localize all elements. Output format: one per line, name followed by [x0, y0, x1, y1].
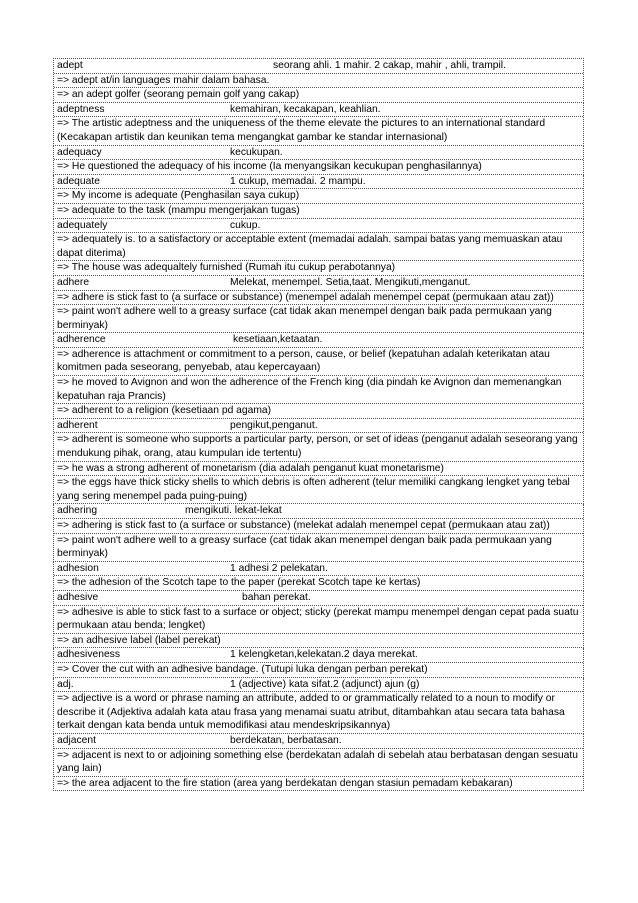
entry-definition: cukup.	[230, 219, 261, 231]
dictionary-entry	[53, 678, 584, 734]
entry-header-row	[54, 678, 583, 693]
entry-example: => an adhesive label (label perekat)	[57, 634, 221, 646]
entry-example: => adequate to the task (mampu mengerjakan tugas)	[57, 204, 300, 216]
entry-header-row	[54, 562, 583, 577]
dictionary-entry	[53, 58, 584, 103]
entry-headword: adhesion	[57, 562, 99, 574]
entry-headword: adhering	[57, 505, 98, 517]
entry-example: => adherent is someone who supports a particular party, person, or set of ideas (penganut adalah seseorang yang mendukung pihak, orang, atau kumpulan ide tertentu)	[54, 433, 583, 461]
entry-headword: adequacy	[57, 146, 102, 158]
entry-headword: adherent	[57, 419, 98, 431]
entry-headword: adeptness	[57, 103, 105, 115]
dictionary-entry	[53, 276, 584, 333]
entry-definition: mengikuti. lekat-lekat	[185, 505, 282, 517]
entry-example: => He questioned the adequacy of his income (Ia menyangsikan kecukupan penghasilannya)	[57, 161, 482, 173]
entry-example: => an adept golfer (seorang pemain golf yang cakap)	[57, 89, 300, 101]
entry-header-row	[54, 648, 583, 663]
dictionary-entry	[53, 562, 584, 591]
entry-example: => he moved to Avignon and won the adherence of the French king (dia pindah ke Avignon dan memenangkan kepatuhan raja Prancis)	[54, 376, 583, 404]
entry-definition: 1 cukup, memadai. 2 mampu.	[230, 175, 366, 187]
dictionary-entry	[53, 146, 584, 175]
entry-header-row	[54, 591, 583, 606]
entry-example: => adjective is a word or phrase naming an attribute, added to or grammatically related to a noun to modify or describe it (Adjektiva adalah kata atau frasa yang menamai suatu atribut, ditambahkan atau secara tata bahasa terkait dengan kata benda untuk memodifikasi atau mendeskripsikannya)	[57, 693, 565, 732]
entry-example: => adherence is attachment or commitment to a person, cause, or belief (kepatuhan adalah keterikatan atau komitmen pada seseorang, penyebab, atau kepercayaan)	[54, 348, 583, 376]
entry-header-row	[54, 103, 583, 118]
entry-definition: Melekat, menempel. Setia,taat. Mengikuti,menganut.	[230, 276, 471, 288]
entry-definition: pengikut,penganut.	[230, 419, 318, 431]
entry-definition: 1 (adjective) kata sifat.2 (adjunct) ajun (g)	[230, 678, 420, 690]
entry-example: => the eggs have thick sticky shells to which debris is often adherent (telur memiliki cangkang lengket yang tebal yang sering menempel pada puing-puing)	[57, 477, 570, 502]
entry-example: => paint won't adhere well to a greasy surface (cat tidak akan menempel dengan baik pada permukaan yang berminyak)	[57, 534, 552, 560]
entry-headword: adjacent	[57, 734, 96, 746]
entry-header-row	[54, 734, 583, 749]
entry-example: => adhering is stick fast to (a surface or substance) (melekat adalah menempel cepat (permukaan atau zat))	[54, 519, 583, 534]
entry-definition: 1 kelengketan,kelekatan.2 daya merekat.	[230, 649, 418, 661]
entry-example: => adept at/in languages mahir dalam bahasa.	[54, 74, 583, 89]
entry-example: => the adhesion of the Scotch tape to the paper (perekat Scotch tape ke kertas)	[57, 577, 421, 589]
dictionary-entry	[53, 504, 584, 561]
dictionary-entry	[53, 419, 584, 505]
entry-headword: adj.	[57, 678, 74, 690]
entry-example: => adjacent is next to or adjoining something else (berdekatan adalah di sebelah atau berbatasan dengan sesuatu yang lain)	[54, 749, 583, 777]
entry-headword: adhere	[57, 276, 90, 288]
entry-example: => The house was adequaltely furnished (Rumah itu cukup perabotannya)	[57, 262, 396, 274]
dictionary-entry	[53, 333, 584, 419]
entry-headword: adequate	[57, 175, 100, 187]
entry-example: => adhere is stick fast to (a surface or substance) (menempel adalah menempel cepat (permukaan atau zat))	[54, 291, 583, 306]
entry-example: => adherent to a religion (kesetiaan pd agama)	[57, 405, 272, 417]
entry-definition: kecukupan.	[230, 146, 283, 158]
entry-definition: bahan perekat.	[242, 591, 311, 603]
entry-example: => adequately is. to a satisfactory or acceptable extent (memadai adalah. sampai batas yang memuaskan atau dapat diterima)	[54, 233, 583, 261]
dictionary-entry	[53, 734, 584, 791]
entry-headword: adequately	[57, 219, 108, 231]
dictionary-entry	[53, 219, 584, 276]
dictionary-entry	[53, 591, 584, 648]
entry-header-row	[54, 146, 583, 161]
entry-header-row	[54, 219, 583, 234]
entry-definition: seorang ahli. 1 mahir. 2 cakap, mahir , ahli, trampil.	[273, 60, 506, 71]
entry-example: => The artistic adeptness and the uniqueness of the theme elevate the pictures to an international standard (Kecakapan artistik dan keunikan tema mengangkat gambar ke standar internasional)	[57, 118, 546, 143]
entry-example: => Cover the cut with an adhesive bandage. (Tutupi luka dengan perban perekat)	[57, 663, 428, 675]
entry-header-row	[54, 276, 583, 291]
entry-headword: adherence	[57, 334, 106, 346]
entry-example: => paint won't adhere well to a greasy surface (cat tidak akan menempel dengan baik pada permukaan yang berminyak)	[57, 306, 552, 331]
entry-example: => he was a strong adherent of monetarism (dia adalah penganut kuat monetarisme)	[54, 462, 583, 477]
dictionary-entry	[53, 103, 584, 146]
entry-example: => adhesive is able to stick fast to a surface or object; sticky (perekat mampu menempel dengan cepat pada suatu permukaan atau benda; lengket)	[54, 606, 583, 634]
entry-example: => the area adjacent to the fire station (area yang berdekatan dengan stasiun pemadam kebakaran)	[57, 777, 513, 789]
entry-headword: adept	[57, 60, 83, 71]
entry-headword: adhesiveness	[57, 649, 120, 661]
entry-example: => My income is adequate (Penghasilan saya cukup)	[54, 189, 583, 204]
dictionary-table	[53, 58, 584, 791]
entry-definition: kemahiran, kecakapan, keahlian.	[230, 103, 381, 115]
entry-header-row	[54, 333, 583, 348]
entry-header-row	[54, 59, 583, 74]
entry-definition: 1 adhesi 2 pelekatan.	[230, 562, 328, 574]
dictionary-entry	[53, 175, 584, 219]
entry-definition: kesetiaan,ketaatan.	[233, 334, 323, 346]
entry-definition: berdekatan, berbatasan.	[230, 734, 342, 746]
entry-header-row	[54, 504, 583, 519]
entry-header-row	[54, 419, 583, 434]
dictionary-entry	[53, 648, 584, 677]
entry-headword: adhesive	[57, 591, 99, 603]
entry-header-row	[54, 175, 583, 190]
